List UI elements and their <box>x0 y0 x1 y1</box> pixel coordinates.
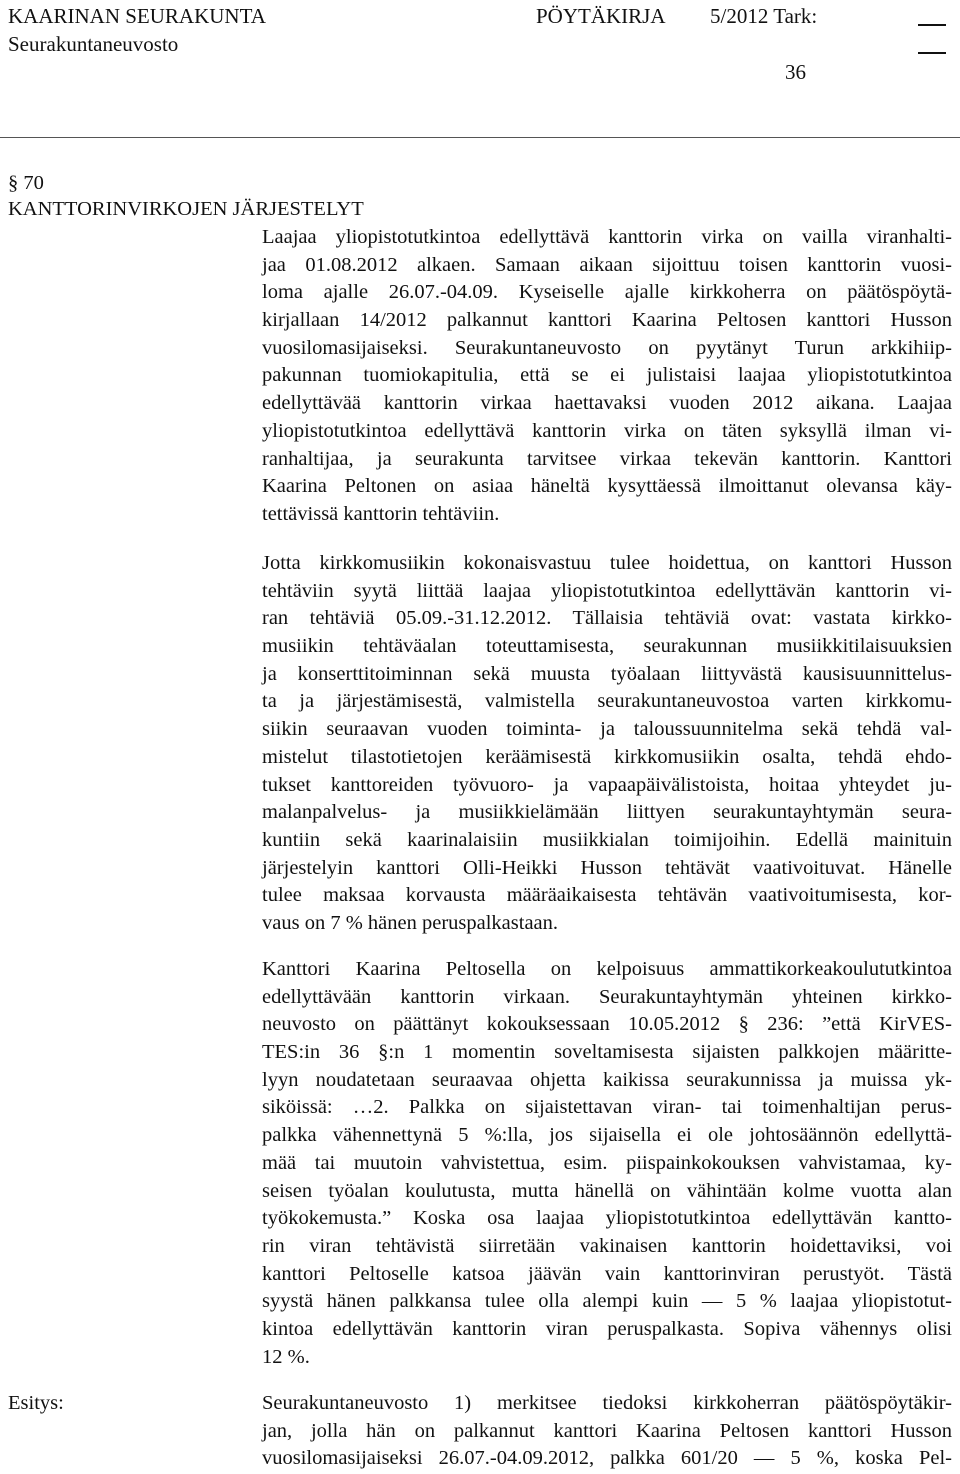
paragraph-line: kuntiin sekä kaarinalaisiin musiikkialan toimijoihin. Edellä mainituin <box>262 828 952 851</box>
page-number: 36 <box>785 60 806 84</box>
paragraph-line: Kaarina Peltonen on asiaa häneltä kysyttäessä ilmoittanut olevansa käy- <box>262 475 952 498</box>
paragraph-line: ta ja järjestämisestä, valmistella seurakuntaneuvostoa varten kirkkomu- <box>262 690 952 713</box>
paragraph-line: palkka vähennettynä 5 %:lla, jos sijaisella ei ole johtosäännön edellyttä- <box>262 1124 952 1147</box>
paragraph-line: syystä hänen palkkansa tulee olla alempi kuin — 5 % laajaa yliopistotut- <box>262 1290 952 1313</box>
paragraph-line: tettävissä kanttorin tehtäviin. <box>262 502 500 525</box>
paragraph-line: ran tehtäviä 05.09.-31.12.2012. Tällaisia tehtäviä ovat: vastata kirkko- <box>262 607 952 630</box>
paragraph-line: kirjallaan 14/2012 palkannut kanttori Kaarina Peltosen kanttori Husson <box>262 309 952 332</box>
paragraph-line: edellyttävään kanttorin virkaan. Seurakuntayhtymän yhteinen kirkko- <box>262 985 952 1008</box>
paragraph-line: musiikin tehtäväalan toteuttamisesta, seurakunnan musiikkitilaisuuksien <box>262 635 952 658</box>
paragraph-line: vaus on 7 % hänen peruspalkastaan. <box>262 911 559 934</box>
paragraph-line: mää tai muutoin vahvistettua, esim. piispainkokouksen vahvistamaa, ky- <box>262 1151 952 1174</box>
paragraph-2 <box>262 550 952 938</box>
paragraph-line: tukset kanttoreiden työvuoro- ja vapaapäivälistoista, hoitaa yhteydet ju- <box>262 773 952 796</box>
paragraph-line: TES:in 36 §:n 1 momentin soveltamisesta sijaisten palkkojen määritte- <box>262 1041 952 1064</box>
paragraph-3 <box>262 956 952 1371</box>
paragraph-line: pakunnan tuomiokapitulia, että se ei julistaisi laajaa yliopistotutkintoa <box>262 364 952 387</box>
paragraph-line: rin viran tehtävistä siirretään vakinaisen kanttorin hoidettaviksi, voi <box>262 1234 952 1257</box>
paragraph-line: työkokemusta.” Koska osa laajaa yliopistotutkintoa edellyttävän kantto- <box>262 1207 952 1230</box>
section-title: KANTTORINVIRKOJEN JÄRJESTELYT <box>8 198 364 220</box>
paragraph-line: edellyttävää kanttorin virkaa haettavaksi vuoden 2012 aikana. Laajaa <box>262 392 952 415</box>
paragraph-1 <box>262 224 952 529</box>
check-blank-2 <box>918 52 946 54</box>
paragraph-line: vuosilomasijaiseksi. Seurakuntaneuvosto on pyytänyt Turun arkkihiip- <box>262 336 952 359</box>
section-number: § 70 <box>8 172 44 194</box>
paragraph-line: Jotta kirkkomusiikin kokonaisvastuu tulee hoidettua, on kanttori Husson <box>262 552 952 574</box>
paragraph-line: yliopistotutkintoa edellyttävä kanttorin virka on täten syksyllä ilman vi- <box>262 419 952 442</box>
body-name: Seurakuntaneuvosto <box>8 32 179 56</box>
paragraph-line: loma ajalle 26.07.-04.09. Kyseiselle ajalle kirkkoherra on päätöspöytä- <box>262 281 952 304</box>
paragraph-line: siikin seuraavan vuoden toiminta- ja taloussuunnitelma sekä tehdä val- <box>262 718 952 741</box>
paragraph-line: 12 %. <box>262 1345 310 1368</box>
paragraph-line: seisen työalan koulutusta, mutta hänellä on vähintään kolme vuotta alan <box>262 1179 952 1202</box>
paragraph-line: jaa 01.08.2012 alkaen. Samaan aikaan sijoittuu toisen kanttorin vuosi- <box>262 253 952 276</box>
paragraph-line: tehtäviin syytä liittää laajaa yliopistotutkintoa edellyttävän kanttorin vi- <box>262 579 952 602</box>
paragraph-line: mistelut tilastotietojen keräämisestä kirkkomusiikin osalta, tehdä ehdo- <box>262 745 952 768</box>
esitys-text <box>262 1390 952 1473</box>
paragraph-line: Laajaa yliopistotutkintoa edellyttävä kanttorin virka on vailla viranhalti- <box>262 226 952 248</box>
paragraph-line: neuvosto on päättänyt kokouksessaan 10.05.2012 § 236: ”että KirVES- <box>262 1013 952 1036</box>
paragraph-line: malanpalvelus- ja musiikkielämään liittyen seurakuntayhtymän seura- <box>262 801 952 824</box>
check-blank-1 <box>918 24 946 26</box>
header-divider <box>0 137 960 138</box>
paragraph-line: vuosilomasijaiseksi 26.07.-04.09.2012, palkka 601/20 — 5 %, koska Pel- <box>262 1447 952 1470</box>
paragraph-line: lyyn noudatetaan seuraavaa ohjetta kaikissa seurakunnissa ja muissa yk- <box>262 1068 952 1091</box>
document-type: PÖYTÄKIRJA <box>536 4 666 28</box>
paragraph-line: ja konserttitoiminnan sekä muusta työalaan liittyvästä kausisuunnittelus- <box>262 662 952 685</box>
paragraph-line: kintoa edellyttävän kanttorin viran peruspalkasta. Sopiva vähennys olisi <box>262 1317 952 1340</box>
paragraph-line: ranhaltijaa, ja seurakunta tarvitsee virkaa tekevän kanttorin. Kanttori <box>262 447 952 470</box>
paragraph-line: tulee maksaa korvausta määräaikaisesta tehtävän vaativoitumisesta, kor- <box>262 884 952 907</box>
esitys-label: Esitys: <box>8 1392 64 1414</box>
paragraph-line: Kanttori Kaarina Peltosella on kelpoisuus ammattikorkeakoulututkintoa <box>262 958 952 980</box>
paragraph-line: järjestelyin kanttori Olli-Heikki Husson tehtävät vaativoituvat. Hänelle <box>262 856 952 879</box>
paragraph-line: Seurakuntaneuvosto 1) merkitsee tiedoksi kirkkoherran päätöspöytäkir- <box>262 1392 952 1414</box>
organization-name: KAARINAN SEURAKUNTA <box>8 4 266 28</box>
paragraph-line: jan, jolla hän on palkannut kanttori Kaarina Peltosen kanttori Husson <box>262 1419 952 1442</box>
paragraph-line: kanttori Peltoselle katsoa jäävän vain kanttorinviran perustyöt. Tästä <box>262 1262 952 1285</box>
paragraph-line: siköissä: …2. Palkka on sijaistettavan viran- tai toimenhaltijan perus- <box>262 1096 952 1119</box>
document-number: 5/2012 Tark: <box>710 4 818 28</box>
